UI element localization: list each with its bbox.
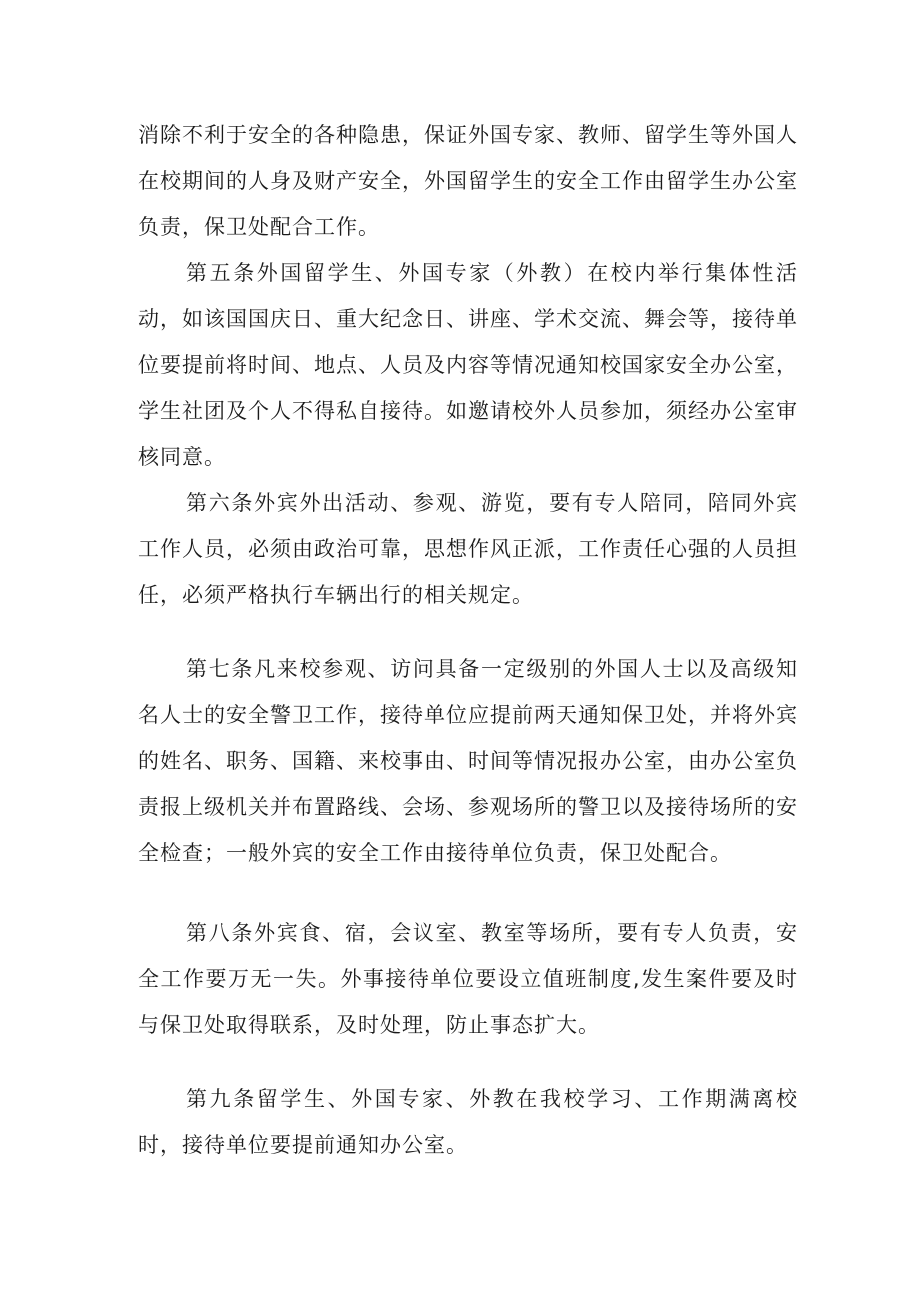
paragraph-article-5: 第五条外国留学生、外国专家（外教）在校内举行集体性活动，如该国国庆日、重大纪念日、讲座、学术交流、舞会等，接待单位要提前将时间、地点、人员及内容等情况通知校国家安全办公室，学生社团及个人不得私自接待。如邀请校外人员参加，须经办公室审核同意。	[138, 261, 798, 469]
paragraph-article-6: 第六条外宾外出活动、参观、游览，要有专人陪同，陪同外宾工作人员，必须由政治可靠，思想作风正派，工作责任心强的人员担任，必须严格执行车辆出行的相关规定。	[138, 491, 798, 607]
paragraph-article-9: 第九条留学生、外国专家、外教在我校学习、工作期满离校时，接待单位要提前通知办公室。	[138, 1087, 798, 1157]
paragraph-continuation: 消除不利于安全的各种隐患，保证外国专家、教师、留学生等外国人在校期间的人身及财产安全，外国留学生的安全工作由留学生办公室负责，保卫处配合工作。	[138, 123, 798, 239]
paragraph-article-8: 第八条外宾食、宿，会议室、教室等场所，要有专人负责，安全工作要万无一失。外事接待单位要设立值班制度,发生案件要及时与保卫处取得联系，及时处理，防止事态扩大。	[138, 921, 798, 1037]
paragraph-article-7: 第七条凡来校参观、访问具备一定级别的外国人士以及高级知名人士的安全警卫工作，接待单位应提前两天通知保卫处，并将外宾的姓名、职务、国籍、来校事由、时间等情况报办公室，由办公室负责报上级机关并布置路线、会场、参观场所的警卫以及接待场所的安全检查；一般外宾的安全工作由接待单位负责，保卫处配合。	[138, 657, 798, 865]
